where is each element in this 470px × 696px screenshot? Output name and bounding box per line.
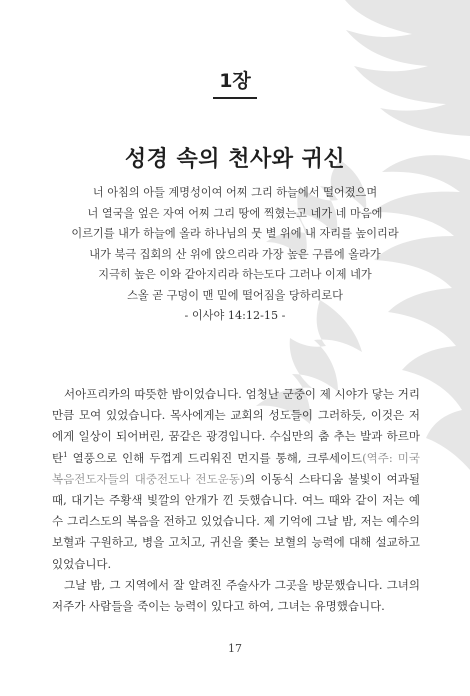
translator-note: (역주: 미국 복음전도자들의 대중전도나 전도운동)	[52, 450, 421, 486]
paragraph-text: 의 이동식 스타디움 불빛이 여과될 때, 대기는 주황색 빛깔의 안개가 낀 듯했습니다. 여느 때와 같이 저는 예수 그리스도의 복음을 전하고 있었습니다. 제 기억에 그날 밤, 저는 예수의 보혈과 구원하고, 병을 고치고, 귀신을 쫓는 보혈의 능력에 대해 설교하고 있었습니다.	[52, 471, 420, 571]
paragraph: 그날 밤, 그 지역에서 잘 알려진 주술사가 그곳을 방문했습니다. 그녀의 저주가 사람들을 죽이는 능력이 있다고 하여, 그녀는 유명했습니다.	[52, 577, 420, 614]
page-number: 17	[228, 642, 242, 655]
epigraph-line: 이르기를 내가 하늘에 올라 하나님의 뭇 별 위에 내 자리를 높이리라	[71, 227, 399, 240]
body-text	[52, 384, 420, 617]
paragraph-text: 열풍으로 인해 두껍게 드리워진 먼지를 통해, 크루세이드	[67, 450, 363, 465]
chapter-title: 성경 속의 천사와 귀신	[124, 147, 346, 172]
chapter-label: 1장	[213, 66, 257, 99]
epigraph-citation: - 이사야 14:12-15 -	[184, 309, 286, 322]
epigraph-line: 너 아침의 아들 계명성이여 어찌 그리 하늘에서 떨어졌으며	[92, 186, 378, 199]
footnote-marker: 1	[63, 450, 68, 459]
epigraph-line: 스올 곧 구덩이 맨 밑에 떨어짐을 당하리로다	[127, 288, 343, 302]
paragraph	[52, 384, 420, 575]
epigraph-line: 지극히 높은 이와 같아지리라 하는도다 그러나 이제 네가	[98, 268, 372, 281]
paragraph-text: 서아프리카의 따뜻한 밤이었습니다. 엄청난 군중이 제 시야가 닿는 거리만큼 모여 있었습니다. 목사에게는 교회의 성도들이 그러하듯, 이것은 저에게 일상이 되어버린, 꿈같은 광경입니다. 수십만의 춤 추는 발과 하르마탄	[52, 387, 420, 465]
chapter-heading	[0, 66, 470, 99]
epigraph	[30, 183, 440, 327]
epigraph-line: 너 열국을 엎은 자여 어찌 그리 땅에 찍혔는고 네가 네 마음에	[87, 206, 383, 220]
epigraph-line: 내가 북극 집회의 산 위에 앉으리라 가장 높은 구름에 올라가	[89, 247, 381, 261]
